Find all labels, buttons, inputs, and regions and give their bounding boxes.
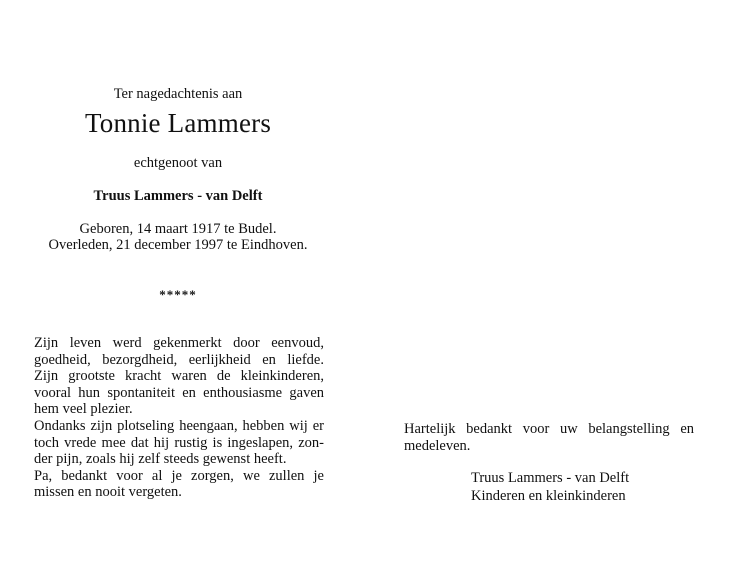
memorial-text-line: Zijn leven werd gekenmerkt door eenvoud, [34, 335, 324, 351]
memorial-text-line: Pa, bedankt voor al je zorgen, we zullen je [34, 467, 324, 484]
left-panel [0, 0, 360, 575]
right-panel [360, 0, 735, 575]
memorial-text-line: missen en nooit vergeten. [34, 484, 182, 501]
signature-block [471, 470, 629, 505]
spouse-name: Truus Lammers - van Delft [93, 188, 263, 204]
thanks-text-line: medeleven. [404, 438, 471, 454]
memorial-text-line: goedheid, bezorgdheid, eerlijkheid en liefde. [34, 351, 324, 368]
thanks-text-line: Hartelijk bedankt voor uw belangstelling en [404, 421, 694, 437]
thanks-text [404, 421, 694, 455]
birth-line: Geboren, 14 maart 1917 te Budel. [79, 221, 277, 237]
separator-stars: ***** [159, 287, 197, 302]
intro-text: Ter nagedachtenis aan [113, 86, 243, 102]
memorial-text-line: toch vrede mee dat hij rustig is ingeslapen, zon- [34, 434, 324, 451]
signature-line: Kinderen en kleinkinderen [471, 487, 626, 504]
memorial-text-line: hem veel plezier. [34, 401, 133, 418]
death-line: Overleden, 21 december 1997 te Eindhoven. [48, 237, 308, 253]
memorial-text-line: der pijn, zoals hij zelf steeds gewenst heeft. [34, 451, 287, 468]
memorial-text-line: vooral hun spontaniteit en enthousiasme gaven [34, 384, 324, 401]
signature-line: Truus Lammers - van Delft [471, 470, 630, 486]
memorial-text-line: Ondanks zijn plotseling heengaan, hebben wij er [34, 417, 324, 434]
memorial-text-line: Zijn grootste kracht waren de kleinkinderen, [34, 368, 324, 385]
spouse-intro-text: echtgenoot van [133, 155, 223, 171]
memorial-text [34, 335, 324, 501]
deceased-name: Tonnie Lammers [84, 108, 272, 138]
